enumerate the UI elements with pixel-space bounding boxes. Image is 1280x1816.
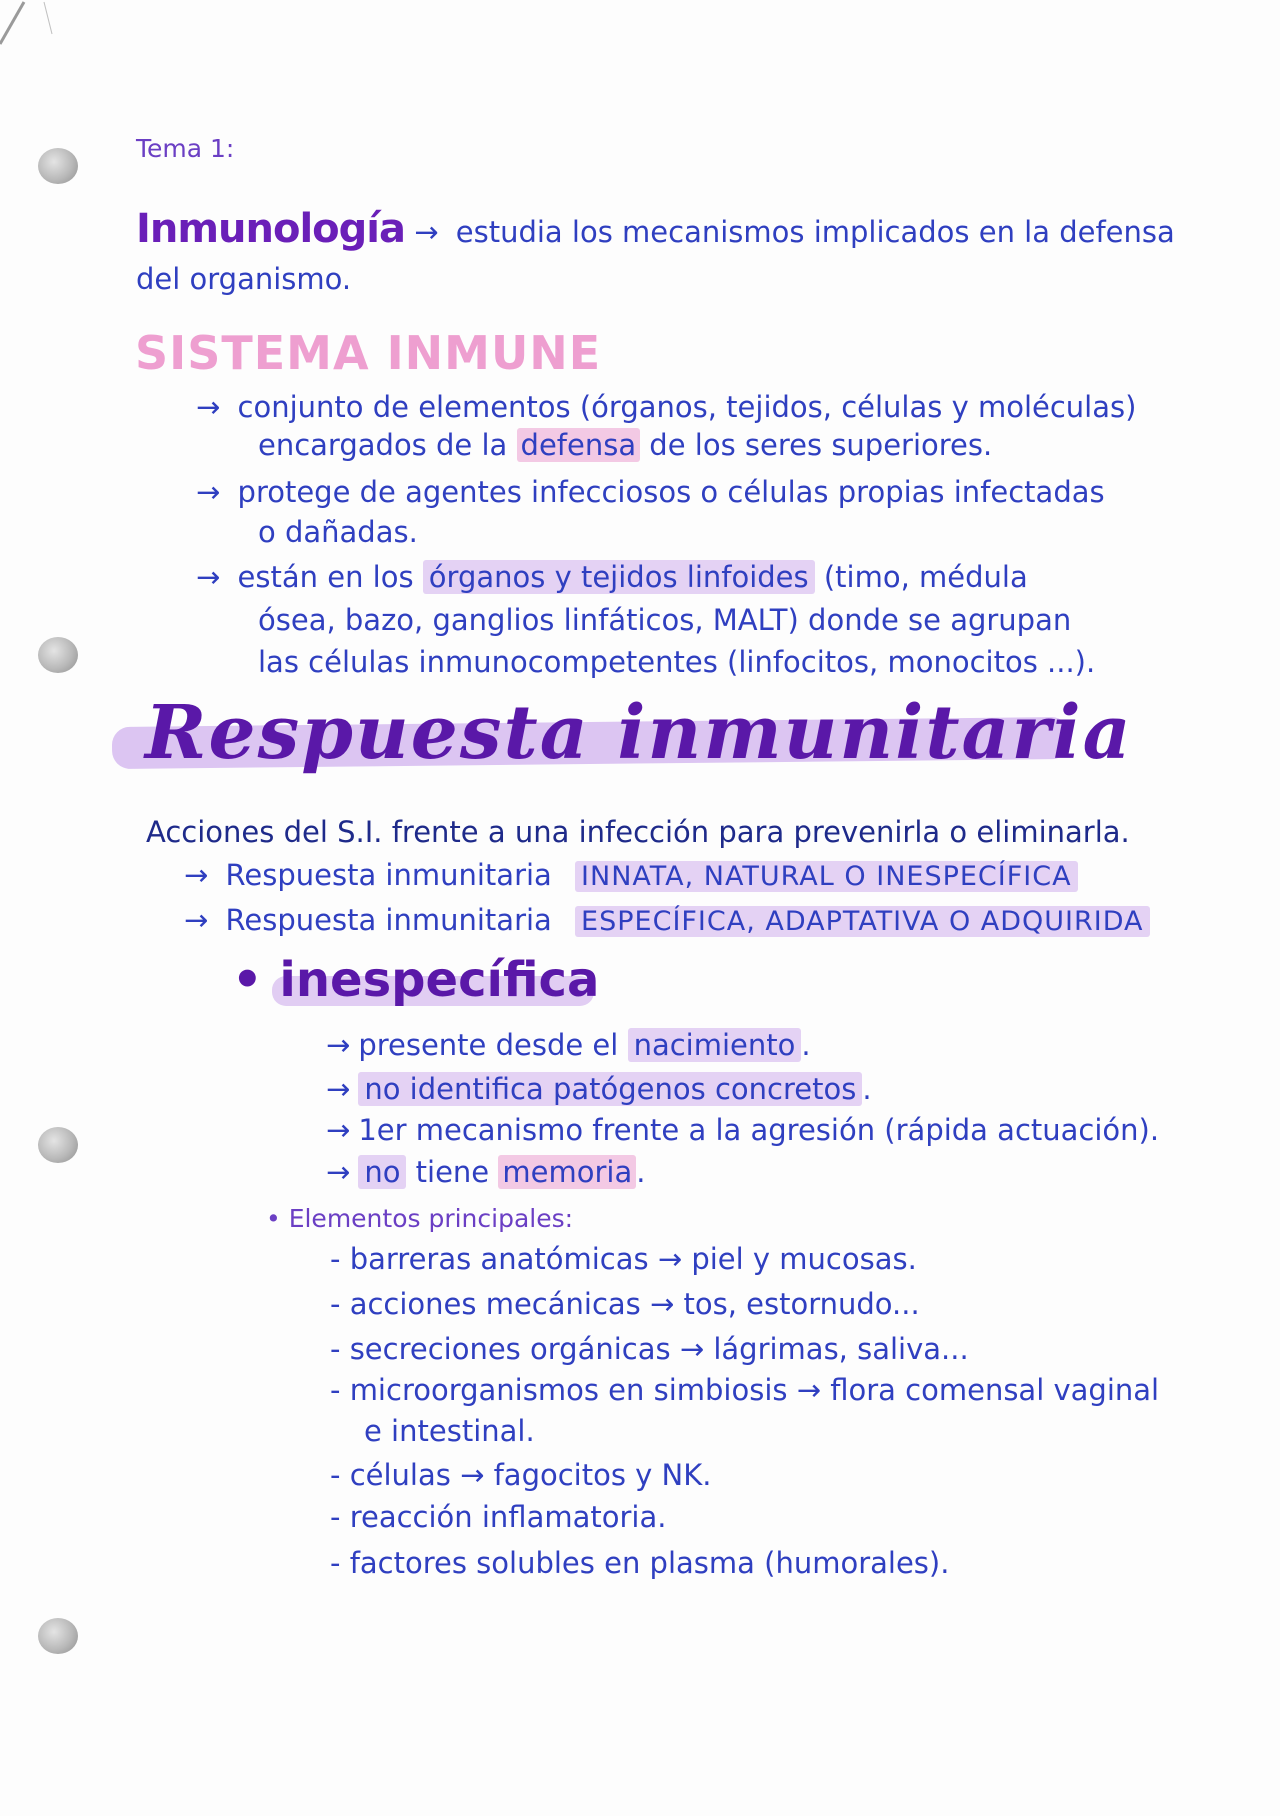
sistema-point-2-cont: o dañadas. (258, 515, 418, 549)
point-text: (timo, médula (814, 560, 1028, 594)
sistema-inmune-heading: SISTEMA INMUNE (135, 326, 602, 380)
inespecifica-point-1 (326, 1028, 811, 1062)
elemento-item (330, 1500, 666, 1534)
punch-hole (38, 1127, 78, 1163)
sistema-point-3-cont: ósea, bazo, ganglios linfáticos, MALT) donde se agrupan (258, 603, 1072, 637)
point-text: están en los (237, 560, 423, 594)
arrow-icon: → (196, 560, 221, 594)
inespecifica-heading (232, 952, 599, 1008)
elementos-title: • Elementos principales: (266, 1204, 574, 1233)
elemento-item-cont: e intestinal. (364, 1414, 535, 1448)
sistema-point-3 (196, 560, 1028, 594)
arrow-icon: → (326, 1072, 351, 1106)
elemento-text: células → fagocitos y NK. (349, 1458, 712, 1492)
respuesta-type-2 (184, 903, 1150, 937)
dash-icon: - (330, 1287, 341, 1321)
highlight-organos: órganos y tejidos linfoides (423, 560, 815, 594)
respuesta-type-1 (184, 858, 1078, 892)
dash-icon: - (330, 1242, 341, 1276)
sistema-point-1 (196, 390, 1136, 424)
definition-text: estudia los mecanismos implicados en la defensa (455, 215, 1175, 249)
respuesta-heading: Respuesta inmunitaria (145, 690, 1133, 776)
point-text: de los seres superiores. (640, 428, 993, 462)
highlight-defensa: defensa (517, 428, 641, 462)
punch-hole (38, 1618, 78, 1654)
elemento-item (330, 1287, 920, 1321)
point-text: tiene (406, 1155, 499, 1189)
point-text: 1er mecanismo frente a la agresión (rápida actuación). (358, 1113, 1160, 1147)
sistema-point-2 (196, 475, 1105, 509)
point-text: . (862, 1072, 872, 1106)
definition-line-2: del organismo. (136, 262, 352, 296)
arrow-icon: → (184, 858, 209, 892)
respuesta-intro: Acciones del S.I. frente a una infección para prevenirla o eliminarla. (146, 815, 1130, 849)
dash-icon: - (330, 1500, 341, 1534)
dash-icon: - (330, 1458, 341, 1492)
tema-label: Tema 1: (136, 134, 235, 163)
highlight-no: no (358, 1155, 406, 1189)
inespecifica-title: inespecífica (279, 952, 600, 1008)
dash-icon: - (330, 1373, 341, 1407)
elemento-text: factores solubles en plasma (humorales). (349, 1546, 950, 1580)
sistema-point-3-cont2: las células inmunocompetentes (linfocitos, monocitos ...). (258, 645, 1096, 679)
elemento-text: microorganismos en simbiosis → flora comensal vaginal (349, 1373, 1160, 1407)
bullet-icon: • (232, 952, 263, 1008)
elemento-text: secreciones orgánicas → lágrimas, saliva... (349, 1332, 969, 1366)
highlight-memoria: memoria (498, 1155, 636, 1189)
elemento-item (330, 1242, 917, 1276)
point-text: . (636, 1155, 646, 1189)
point-text: . (801, 1028, 811, 1062)
type-label: Respuesta inmunitaria (225, 903, 552, 937)
point-text: protege de agentes infecciosos o células propias infectadas (237, 475, 1105, 509)
folded-corner-mark (0, 0, 70, 70)
elemento-text: reacción inflamatoria. (349, 1500, 667, 1534)
inespecifica-point-2 (326, 1072, 872, 1106)
inespecifica-point-4 (326, 1155, 645, 1189)
elemento-item (330, 1458, 711, 1492)
dash-icon: - (330, 1546, 341, 1580)
elemento-item (330, 1373, 1159, 1407)
highlight-nacimiento: nacimiento (628, 1028, 802, 1062)
arrow-icon: → (414, 215, 439, 249)
highlight-identifica: no identifica patógenos concretos (358, 1072, 862, 1106)
point-text: presente desde el (358, 1028, 628, 1062)
dash-icon: - (330, 1332, 341, 1366)
arrow-icon: → (196, 475, 221, 509)
arrow-icon: → (184, 903, 209, 937)
definition-line-1 (136, 206, 1175, 252)
sistema-point-1-cont (258, 428, 992, 462)
elemento-item (330, 1546, 949, 1580)
arrow-icon: → (326, 1028, 351, 1062)
arrow-icon: → (326, 1155, 351, 1189)
point-text: encargados de la (258, 428, 517, 462)
elemento-text: barreras anatómicas → piel y mucosas. (349, 1242, 917, 1276)
point-text: conjunto de elementos (órganos, tejidos, células y moléculas) (237, 390, 1137, 424)
highlight-innata: INNATA, NATURAL O INESPECÍFICA (575, 861, 1078, 892)
definition-term: Inmunología (136, 206, 405, 252)
type-label: Respuesta inmunitaria (225, 858, 552, 892)
arrow-icon: → (326, 1113, 351, 1147)
inespecifica-point-3 (326, 1113, 1159, 1147)
elemento-item (330, 1332, 969, 1366)
punch-hole (38, 148, 78, 184)
punch-hole (38, 637, 78, 673)
elemento-text: acciones mecánicas → tos, estornudo... (349, 1287, 920, 1321)
arrow-icon: → (196, 390, 221, 424)
highlight-especifica: ESPECÍFICA, ADAPTATIVA O ADQUIRIDA (575, 906, 1149, 937)
